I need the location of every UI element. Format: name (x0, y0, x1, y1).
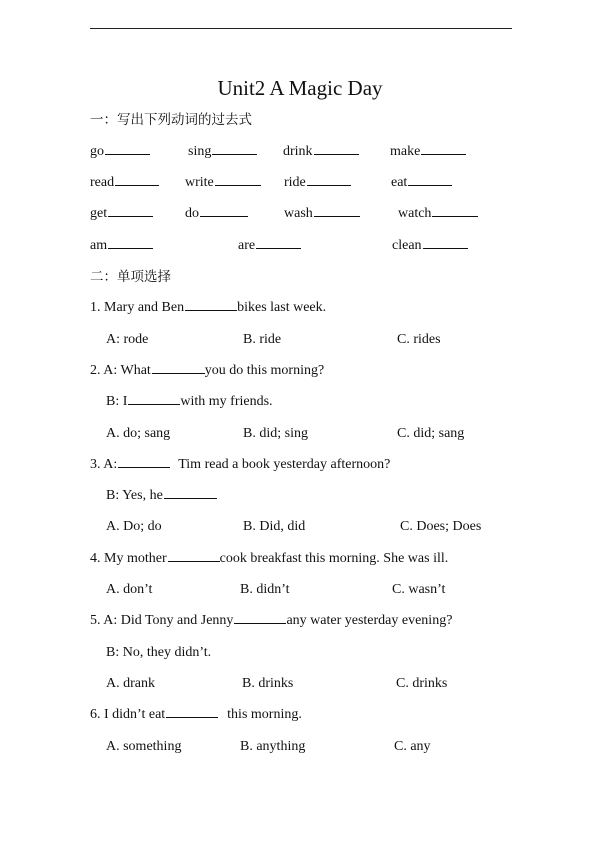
answer-blank[interactable] (408, 174, 452, 186)
answer-blank[interactable] (432, 205, 478, 217)
question-stem: bikes last week. (237, 300, 327, 315)
verb-item (185, 174, 261, 192)
question-4 (90, 550, 448, 568)
verb-item (188, 143, 257, 161)
verb-item (238, 237, 301, 255)
header-rule (90, 28, 512, 29)
verb-label: get (90, 206, 108, 221)
verb-label: eat (391, 175, 408, 190)
option-a[interactable]: A. do; sang (106, 426, 171, 441)
question-stem: 1. Mary and Ben (90, 300, 185, 315)
verb-item (90, 143, 150, 161)
question-stem: 3. A: (90, 457, 118, 472)
option-c[interactable]: C. rides (397, 332, 441, 347)
option-b[interactable]: B. ride (243, 332, 282, 347)
option-a[interactable]: A: rode (106, 332, 149, 347)
option-a[interactable]: A. something (106, 739, 182, 754)
verb-item (90, 205, 153, 223)
verb-label: am (90, 238, 108, 253)
question-2-response (106, 393, 273, 411)
worksheet-title: Unit2 A Magic Day (217, 76, 383, 100)
verb-item (283, 143, 359, 161)
question-1 (90, 299, 326, 317)
question-stem: this morning. (227, 707, 302, 722)
section1-heading: 一：写出下列动词的过去式 (90, 112, 252, 128)
answer-blank[interactable] (200, 205, 248, 217)
option-c[interactable]: C. any (394, 739, 431, 754)
question-stem: 4. My mother (90, 551, 167, 566)
answer-blank[interactable] (215, 174, 261, 186)
verb-label: wash (284, 206, 313, 221)
option-b[interactable]: B. didn’t (240, 582, 290, 597)
answer-blank[interactable] (421, 143, 466, 155)
verb-item (390, 143, 466, 161)
answer-blank[interactable] (105, 143, 150, 155)
option-c[interactable]: C. wasn’t (392, 582, 446, 597)
question-3 (90, 456, 390, 474)
answer-blank[interactable] (307, 174, 351, 186)
answer-blank[interactable] (128, 393, 180, 405)
verb-label: ride (284, 175, 306, 190)
option-c[interactable]: C. Does; Does (400, 519, 482, 534)
answer-blank[interactable] (166, 706, 218, 718)
question-stem: you do this morning? (204, 363, 325, 378)
option-c[interactable]: C. did; sang (397, 426, 465, 441)
option-b[interactable]: B. anything (240, 739, 306, 754)
question-stem: 2. A: What (90, 363, 151, 378)
answer-blank[interactable] (152, 362, 205, 374)
answer-blank[interactable] (256, 237, 301, 249)
answer-blank[interactable] (185, 299, 237, 311)
verb-label: do (185, 206, 199, 221)
option-b[interactable]: B. did; sing (243, 426, 308, 441)
verb-item (398, 205, 478, 223)
option-c[interactable]: C. drinks (396, 676, 448, 691)
answer-blank[interactable] (234, 612, 286, 624)
answer-blank[interactable] (108, 237, 153, 249)
verb-item (90, 174, 159, 192)
question-stem: with my friends. (180, 394, 273, 409)
verb-label: drink (283, 144, 313, 159)
answer-blank[interactable] (423, 237, 468, 249)
verb-label: sing (188, 144, 212, 159)
verb-item (391, 174, 452, 192)
option-a[interactable]: A. drank (106, 676, 155, 691)
verb-label: clean (392, 238, 422, 253)
question-stem: B: Yes, he (106, 488, 163, 503)
question-5-response: B: No, they didn’t. (106, 645, 212, 660)
answer-blank[interactable] (212, 143, 257, 155)
question-stem: cook breakfast this morning. She was ill. (219, 551, 449, 566)
question-stem: any water yesterday evening? (286, 613, 453, 628)
verb-item (284, 205, 360, 223)
answer-blank[interactable] (168, 550, 220, 562)
question-3-response (106, 487, 217, 505)
option-b[interactable]: B. Did, did (243, 519, 306, 534)
question-6 (90, 706, 302, 724)
answer-blank[interactable] (314, 143, 359, 155)
option-b[interactable]: B. drinks (242, 676, 294, 691)
verb-label: go (90, 144, 104, 159)
verb-label: make (390, 144, 421, 159)
answer-blank[interactable] (164, 487, 217, 499)
verb-label: read (90, 175, 115, 190)
answer-blank[interactable] (115, 174, 159, 186)
verb-item (392, 237, 468, 255)
verb-item (90, 237, 153, 255)
question-2 (90, 362, 324, 380)
answer-blank[interactable] (108, 205, 153, 217)
option-a[interactable]: A. Do; do (106, 519, 162, 534)
section2-heading: 二：单项选择 (90, 269, 171, 285)
verb-item (284, 174, 351, 192)
verb-label: watch (398, 206, 432, 221)
verb-item (185, 205, 248, 223)
option-a[interactable]: A. don’t (106, 582, 153, 597)
answer-blank[interactable] (314, 205, 360, 217)
answer-blank[interactable] (118, 456, 170, 468)
question-5 (90, 612, 452, 630)
question-stem: Tim read a book yesterday afternoon? (178, 457, 391, 472)
question-stem: 6. I didn’t eat (90, 707, 166, 722)
question-stem: B: I (106, 394, 128, 409)
verb-label: write (185, 175, 214, 190)
question-stem: 5. A: Did Tony and Jenny (90, 613, 234, 628)
verb-label: are (238, 238, 256, 253)
